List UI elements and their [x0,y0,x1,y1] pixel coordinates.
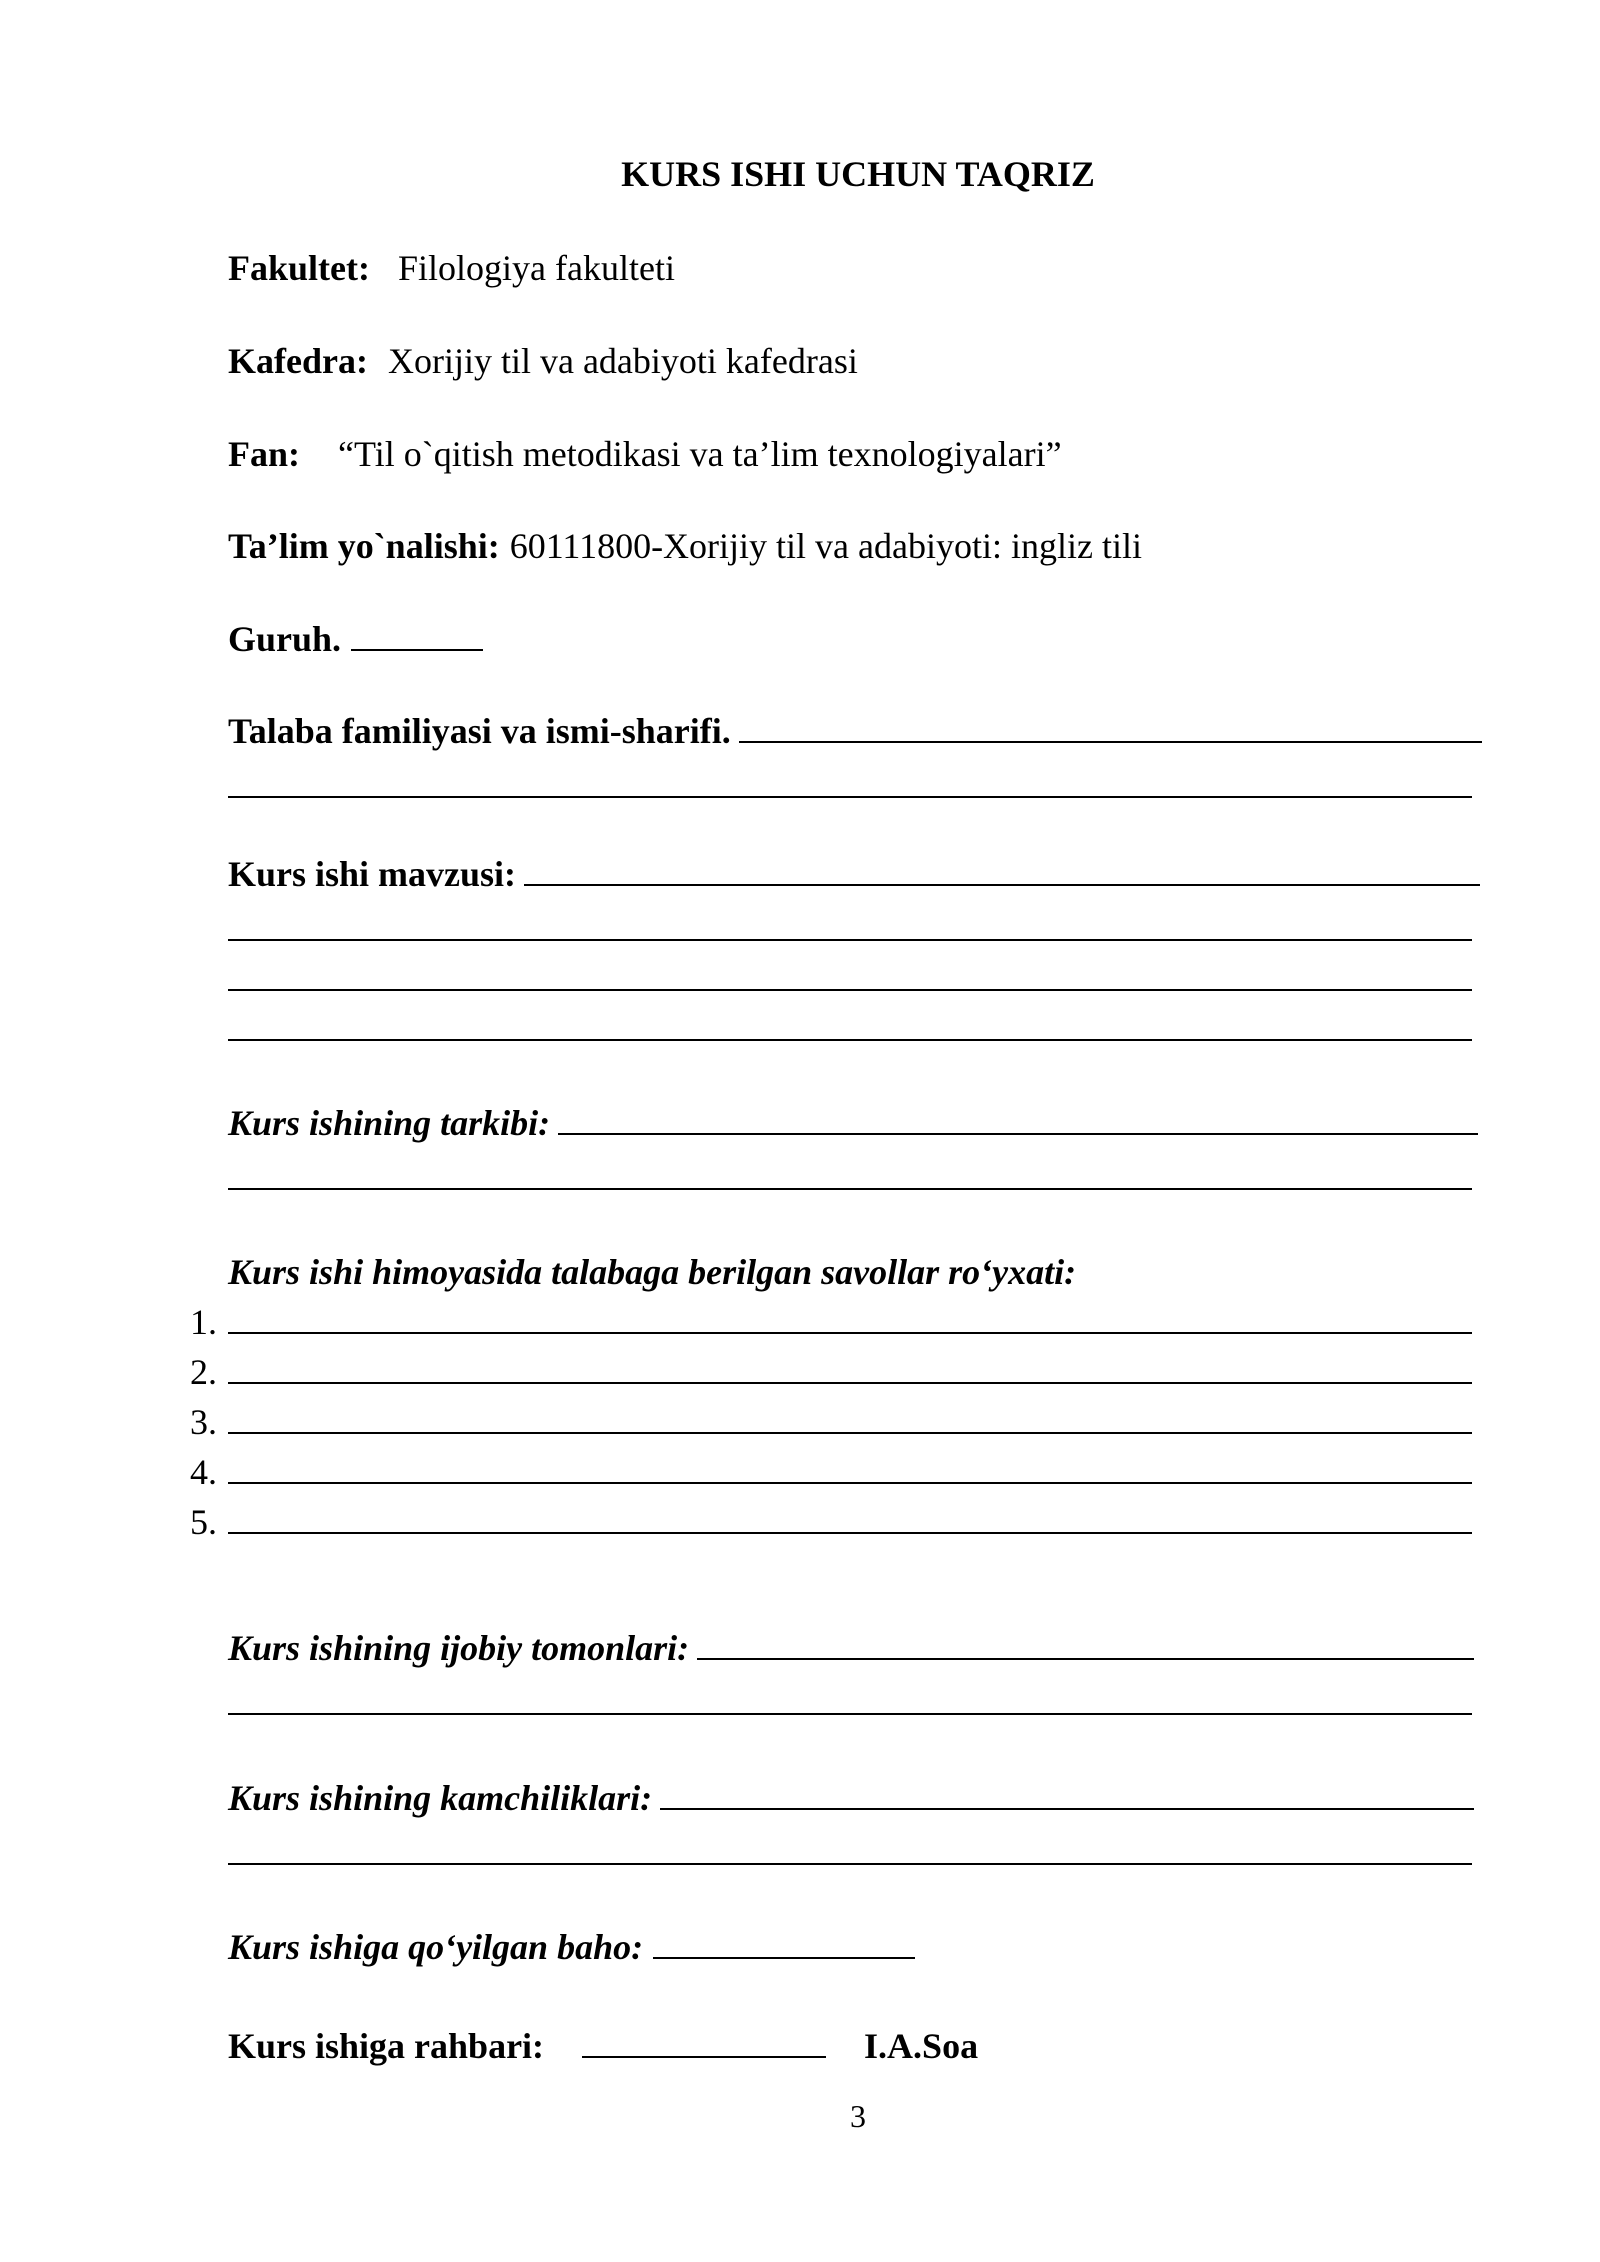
savol-number: 1. [190,1302,217,1342]
savol-field[interactable] [228,1300,1472,1334]
savollar-label: Kurs ishi himoyasida talabaga berilgan savollar ro‘yxati: [228,1252,1077,1292]
guruh-row [228,617,483,661]
rahbar-signature-field[interactable] [582,2024,826,2058]
mavzu-field-line-3[interactable] [228,989,1472,991]
talim-value: 60111800-Xorijiy til va adabiyoti: ingliz tili [509,526,1142,566]
talim-label: Ta’lim yo`nalishi: [228,526,500,566]
kamchilik-row [228,1776,1474,1820]
savol-item [190,1350,1472,1394]
rahbar-row [228,2024,978,2068]
guruh-label: Guruh. [228,619,342,659]
document-title: KURS ISHI UCHUN TAQRIZ [621,154,1095,194]
fan-label: Fan: [228,434,300,474]
talaba-row [228,709,1482,753]
fakultet-label: Fakultet: [228,248,370,288]
kamchilik-field[interactable] [660,1776,1474,1810]
savol-number: 5. [190,1502,217,1542]
talaba-field[interactable] [739,709,1482,743]
mavzu-label: Kurs ishi mavzusi: [228,854,517,894]
tarkib-label: Kurs ishining tarkibi: [228,1103,551,1143]
ijobiy-label: Kurs ishining ijobiy tomonlari: [228,1628,690,1668]
guruh-field[interactable] [351,617,483,651]
savollar-heading-row [228,1250,1478,1294]
ijobiy-field[interactable] [697,1626,1474,1660]
fakultet-value: Filologiya fakulteti [397,248,675,288]
talaba-field-line-2[interactable] [228,796,1472,798]
savol-number: 4. [190,1452,217,1492]
savol-item [190,1500,1472,1544]
baho-label: Kurs ishiga qo‘yilgan baho: [228,1927,644,1967]
savol-field[interactable] [228,1350,1472,1384]
page-number: 3 [850,2098,866,2134]
baho-field[interactable] [653,1925,915,1959]
kamchilik-field-line-2[interactable] [228,1863,1472,1865]
rahbar-name: I.A.Soa [864,2026,979,2066]
savol-field[interactable] [228,1500,1472,1534]
kafedra-value: Xorijiy til va adabiyoti kafedrasi [387,341,858,381]
savol-number: 3. [190,1402,217,1442]
savol-item [190,1300,1472,1344]
savol-number: 2. [190,1352,217,1392]
tarkib-field[interactable] [558,1101,1478,1135]
mavzu-field-line-4[interactable] [228,1039,1472,1041]
fakultet-row [228,246,1478,290]
rahbar-label: Kurs ishiga rahbari: [228,2026,545,2066]
kamchilik-label: Kurs ishining kamchiliklari: [228,1778,653,1818]
kafedra-label: Kafedra: [228,341,368,381]
baho-row [228,1925,915,1969]
ijobiy-row [228,1626,1474,1670]
mavzu-row [228,852,1480,896]
talaba-label: Talaba familiyasi va ismi-sharifi. [228,711,731,751]
kafedra-row [228,339,1478,383]
mavzu-field-line-2[interactable] [228,939,1472,941]
fan-value: “Til o`qitish metodikasi va ta’lim texnologiyalari” [338,434,1062,474]
tarkib-row [228,1101,1478,1145]
fan-row [228,432,1478,476]
talim-row [228,524,1478,568]
savol-item [190,1400,1472,1444]
ijobiy-field-line-2[interactable] [228,1713,1472,1715]
savol-field[interactable] [228,1450,1472,1484]
mavzu-field[interactable] [524,852,1480,886]
tarkib-field-line-2[interactable] [228,1188,1472,1190]
savol-item [190,1450,1472,1494]
savol-field[interactable] [228,1400,1472,1434]
